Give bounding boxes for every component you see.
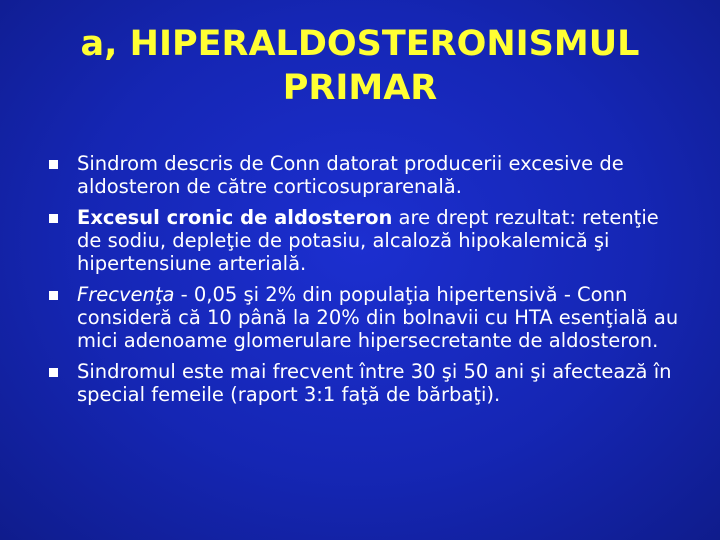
bullet-list bbox=[48, 152, 688, 414]
slide-title-line-2: PRIMAR bbox=[282, 68, 438, 108]
slide-title-line-1: a, HIPERALDOSTERONISMUL bbox=[80, 24, 640, 64]
bullet-item-3 bbox=[48, 283, 688, 352]
bullet-text: are drept rezultat: retenţie de sodiu, depleţie de potasiu, alcaloză hipokalemică şi hipertensiune arterială. bbox=[77, 206, 659, 275]
bullet-item-1 bbox=[48, 152, 688, 198]
square-bullet-icon bbox=[49, 291, 58, 300]
slide-title bbox=[40, 22, 680, 110]
bullet-lead-italic: Frecvenţa bbox=[77, 283, 175, 306]
bullet-lead-bold: Excesul cronic de aldosteron bbox=[77, 206, 393, 229]
square-bullet-icon bbox=[49, 214, 58, 223]
bullet-item-4 bbox=[48, 360, 688, 406]
bullet-text: Sindrom descris de Conn datorat producerii excesive de aldosteron de către corticosuprarenală. bbox=[77, 152, 624, 198]
bullet-item-2 bbox=[48, 206, 688, 275]
bullet-text: - 0,05 şi 2% din populaţia hipertensivă - Conn consideră că 10 până la 20% din bolnavii cu HTA esenţială au mici adenoame glomerulare hipersecretante de aldosteron. bbox=[77, 283, 679, 352]
square-bullet-icon bbox=[49, 160, 58, 169]
bullet-text: Sindromul este mai frecvent între 30 şi 50 ani şi afectează în special femeile (raport 3:1 faţă de bărbaţi). bbox=[77, 360, 672, 406]
square-bullet-icon bbox=[49, 368, 58, 377]
